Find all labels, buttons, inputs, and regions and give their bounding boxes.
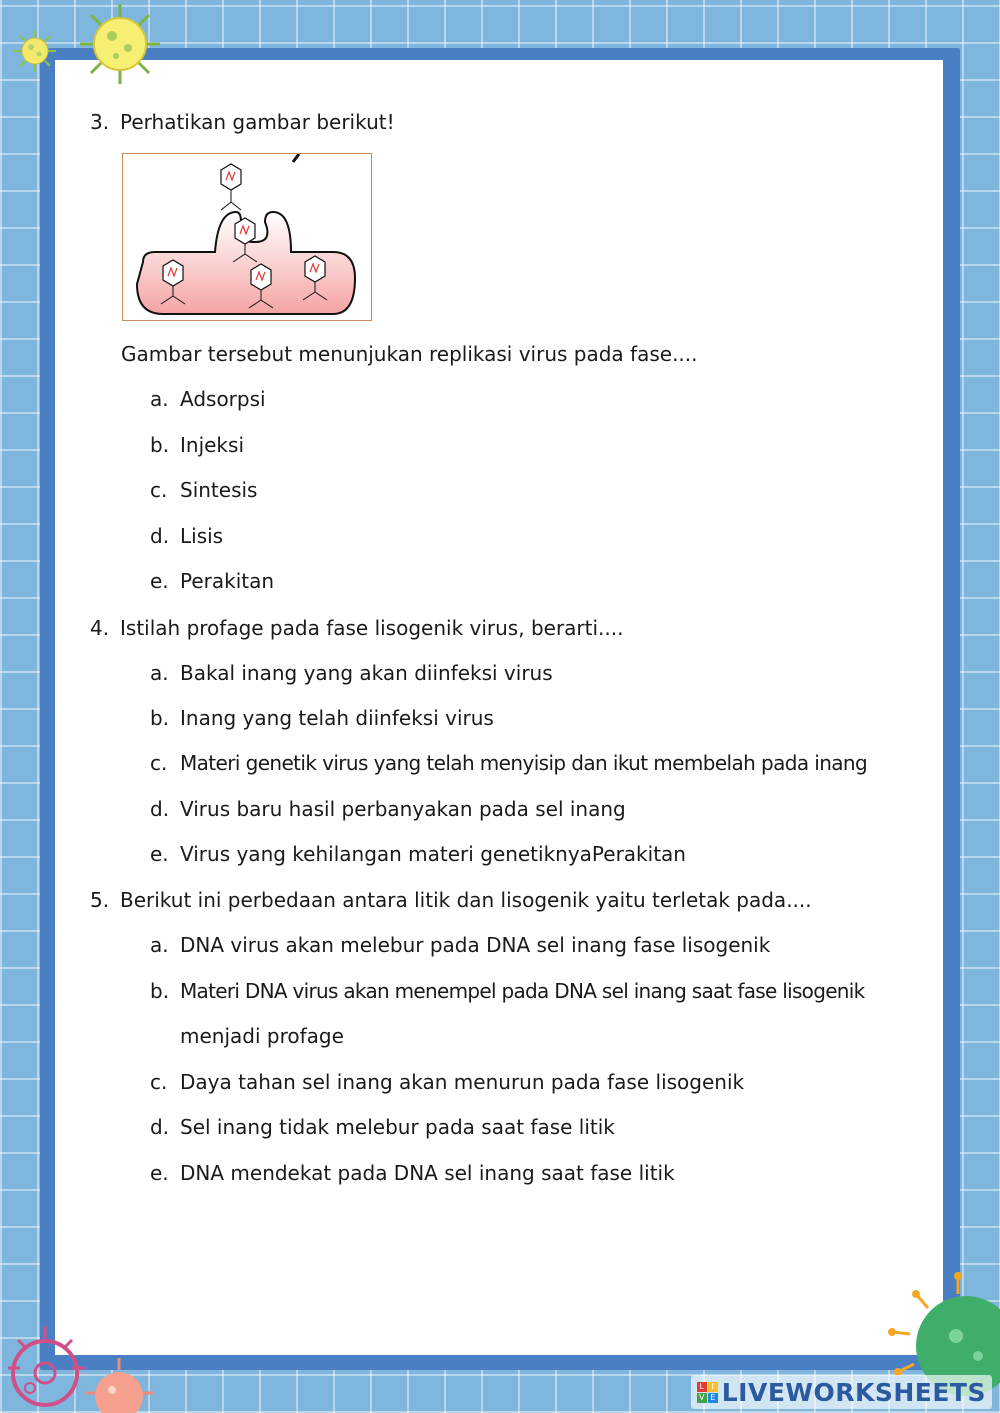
virus-decoration-top-left-large	[78, 2, 162, 86]
option-4c[interactable]	[150, 751, 868, 775]
option-5b[interactable]	[150, 979, 865, 1003]
option-text: Virus baru hasil perbanyakan pada sel inang	[180, 797, 626, 821]
logo-mark-icon: L I V E	[697, 1382, 718, 1403]
option-5e[interactable]	[150, 1161, 675, 1185]
option-5c[interactable]	[150, 1070, 745, 1094]
option-letter: c.	[150, 478, 168, 502]
option-letter: a.	[150, 933, 169, 957]
option-text: Sintesis	[180, 478, 258, 502]
option-letter: c.	[150, 751, 168, 775]
option-text: Lisis	[180, 524, 224, 548]
option-text: DNA virus akan melebur pada DNA sel inang fase lisogenik	[180, 933, 771, 957]
question-text: Perhatikan gambar berikut!	[120, 110, 395, 134]
option-text: Materi genetik virus yang telah menyisip dan ikut membelah pada inang	[180, 751, 868, 775]
option-3d[interactable]	[150, 524, 224, 548]
option-3a[interactable]	[150, 387, 266, 411]
option-text: Injeksi	[180, 433, 244, 457]
virus-replication-figure	[122, 153, 372, 321]
option-text: menjadi profage	[180, 1024, 344, 1048]
option-letter: e.	[150, 569, 169, 593]
option-letter: d.	[150, 524, 170, 548]
virus-decoration-bottom-left-pink	[82, 1356, 156, 1413]
option-text: DNA mendekat pada DNA sel inang saat fase litik	[180, 1161, 675, 1185]
option-text: Daya tahan sel inang akan menurun pada fase lisogenik	[180, 1070, 745, 1094]
option-letter: b.	[150, 979, 170, 1003]
option-text: Inang yang telah diinfeksi virus	[180, 706, 494, 730]
option-letter: e.	[150, 1161, 169, 1185]
option-letter: d.	[150, 1115, 170, 1139]
option-5d[interactable]	[150, 1115, 615, 1139]
option-letter: c.	[150, 1070, 168, 1094]
question-number: 5.	[90, 888, 110, 912]
liveworksheets-logo[interactable]	[691, 1375, 992, 1409]
option-text: Adsorpsi	[180, 387, 266, 411]
option-4a[interactable]	[150, 661, 553, 685]
option-4d[interactable]	[150, 797, 626, 821]
question-text: Istilah profage pada fase lisogenik virus, berarti....	[120, 616, 624, 640]
option-text: Materi DNA virus akan menempel pada DNA sel inang saat fase lisogenik	[180, 979, 865, 1003]
option-text: Sel inang tidak melebur pada saat fase litik	[180, 1115, 615, 1139]
option-3c[interactable]	[150, 478, 258, 502]
option-5a[interactable]	[150, 933, 771, 957]
virus-decoration-top-left-small	[12, 28, 58, 74]
option-4b[interactable]	[150, 706, 494, 730]
option-5b-continued[interactable]	[180, 1024, 344, 1048]
option-letter: b.	[150, 706, 170, 730]
option-letter: e.	[150, 842, 169, 866]
option-3e[interactable]	[150, 569, 275, 593]
question-text: Berikut ini perbedaan antara litik dan lisogenik yaitu terletak pada....	[120, 888, 812, 912]
question-number: 4.	[90, 616, 110, 640]
logo-text: LIVEWORKSHEETS	[721, 1377, 986, 1407]
option-letter: a.	[150, 661, 169, 685]
option-letter: b.	[150, 433, 170, 457]
question-number: 3.	[90, 110, 110, 134]
option-text: Perakitan	[180, 569, 275, 593]
option-3b[interactable]	[150, 433, 244, 457]
option-text: Virus yang kehilangan materi genetiknyaPerakitan	[180, 842, 686, 866]
option-letter: d.	[150, 797, 170, 821]
option-letter: a.	[150, 387, 169, 411]
question-3-prompt: Gambar tersebut menunjukan replikasi virus pada fase....	[121, 342, 698, 366]
option-text: Bakal inang yang akan diinfeksi virus	[180, 661, 553, 685]
option-4e[interactable]	[150, 842, 686, 866]
